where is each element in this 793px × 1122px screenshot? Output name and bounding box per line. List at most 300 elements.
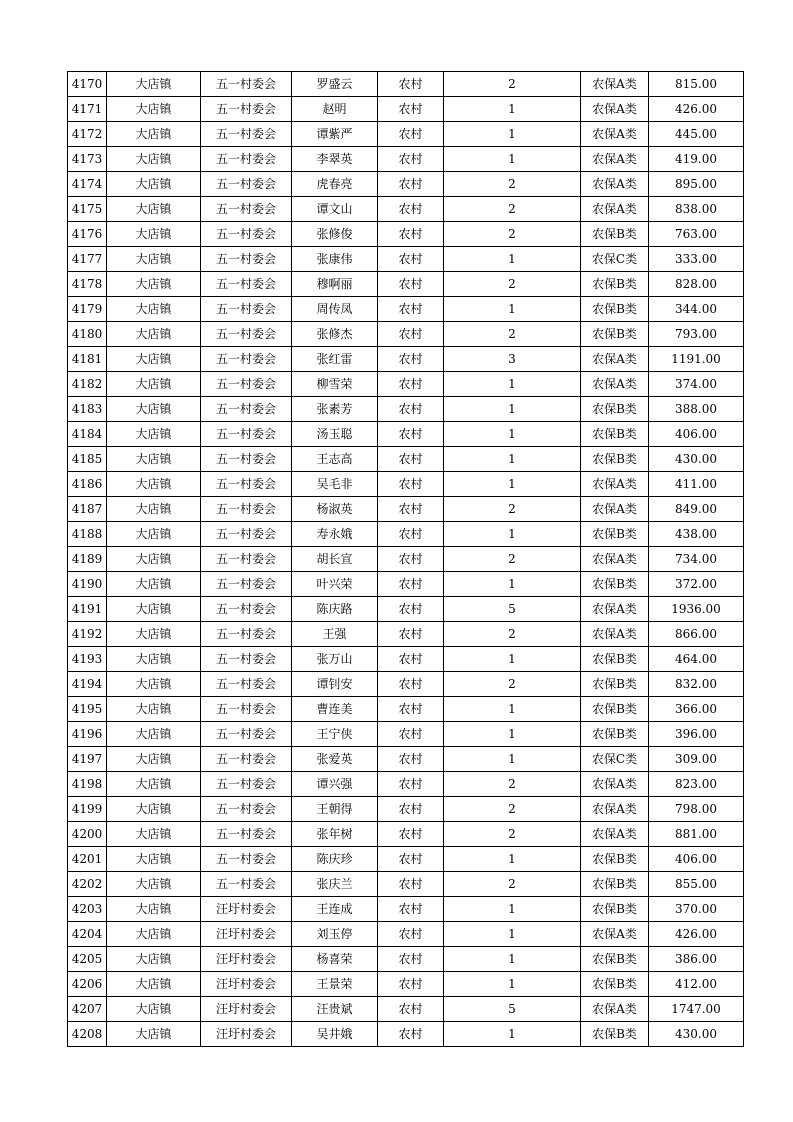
table-row <box>68 372 744 397</box>
name-cell: 谭文山 <box>292 197 378 222</box>
town-cell: 大店镇 <box>107 872 201 897</box>
household-size-cell: 1 <box>444 147 581 172</box>
town-cell: 大店镇 <box>107 622 201 647</box>
town-cell: 大店镇 <box>107 747 201 772</box>
area-type-cell: 农村 <box>378 172 444 197</box>
household-size-cell: 5 <box>444 997 581 1022</box>
table-row <box>68 797 744 822</box>
town-cell: 大店镇 <box>107 972 201 997</box>
name-cell: 汤玉聪 <box>292 422 378 447</box>
amount-cell: 464.00 <box>649 647 744 672</box>
town-cell: 大店镇 <box>107 997 201 1022</box>
category-cell: 农保A类 <box>581 772 649 797</box>
row-number: 4172 <box>68 122 107 147</box>
area-type-cell: 农村 <box>378 447 444 472</box>
village-committee-cell: 五一村委会 <box>201 97 292 122</box>
household-size-cell: 1 <box>444 897 581 922</box>
table-row <box>68 1022 744 1047</box>
amount-cell: 344.00 <box>649 297 744 322</box>
village-committee-cell: 五一村委会 <box>201 522 292 547</box>
town-cell: 大店镇 <box>107 422 201 447</box>
table-row <box>68 997 744 1022</box>
table-row <box>68 297 744 322</box>
household-size-cell: 1 <box>444 747 581 772</box>
name-cell: 周传凤 <box>292 297 378 322</box>
town-cell: 大店镇 <box>107 672 201 697</box>
amount-cell: 895.00 <box>649 172 744 197</box>
area-type-cell: 农村 <box>378 397 444 422</box>
row-number: 4173 <box>68 147 107 172</box>
town-cell: 大店镇 <box>107 247 201 272</box>
town-cell: 大店镇 <box>107 297 201 322</box>
table-row <box>68 672 744 697</box>
household-size-cell: 2 <box>444 497 581 522</box>
amount-cell: 793.00 <box>649 322 744 347</box>
category-cell: 农保A类 <box>581 997 649 1022</box>
area-type-cell: 农村 <box>378 272 444 297</box>
area-type-cell: 农村 <box>378 897 444 922</box>
table-row <box>68 147 744 172</box>
category-cell: 农保B类 <box>581 972 649 997</box>
name-cell: 张爱英 <box>292 747 378 772</box>
name-cell: 虎春亮 <box>292 172 378 197</box>
table-row <box>68 72 744 97</box>
name-cell: 杨喜荣 <box>292 947 378 972</box>
category-cell: 农保B类 <box>581 847 649 872</box>
table-row <box>68 972 744 997</box>
household-size-cell: 2 <box>444 797 581 822</box>
town-cell: 大店镇 <box>107 572 201 597</box>
table-row <box>68 172 744 197</box>
household-size-cell: 1 <box>444 847 581 872</box>
name-cell: 张康伟 <box>292 247 378 272</box>
village-committee-cell: 五一村委会 <box>201 672 292 697</box>
village-committee-cell: 五一村委会 <box>201 572 292 597</box>
row-number: 4207 <box>68 997 107 1022</box>
table-row <box>68 847 744 872</box>
category-cell: 农保B类 <box>581 647 649 672</box>
town-cell: 大店镇 <box>107 197 201 222</box>
table-row <box>68 697 744 722</box>
household-size-cell: 1 <box>444 522 581 547</box>
name-cell: 柳雪荣 <box>292 372 378 397</box>
amount-cell: 406.00 <box>649 422 744 447</box>
village-committee-cell: 汪圩村委会 <box>201 997 292 1022</box>
village-committee-cell: 五一村委会 <box>201 622 292 647</box>
household-size-cell: 1 <box>444 447 581 472</box>
row-number: 4187 <box>68 497 107 522</box>
category-cell: 农保B类 <box>581 422 649 447</box>
row-number: 4181 <box>68 347 107 372</box>
town-cell: 大店镇 <box>107 647 201 672</box>
amount-cell: 763.00 <box>649 222 744 247</box>
town-cell: 大店镇 <box>107 447 201 472</box>
amount-cell: 430.00 <box>649 447 744 472</box>
area-type-cell: 农村 <box>378 722 444 747</box>
amount-cell: 366.00 <box>649 697 744 722</box>
village-committee-cell: 五一村委会 <box>201 797 292 822</box>
household-size-cell: 2 <box>444 272 581 297</box>
amount-cell: 855.00 <box>649 872 744 897</box>
village-committee-cell: 五一村委会 <box>201 747 292 772</box>
household-size-cell: 2 <box>444 822 581 847</box>
household-size-cell: 1 <box>444 922 581 947</box>
table-row <box>68 622 744 647</box>
household-size-cell: 1 <box>444 397 581 422</box>
category-cell: 农保B类 <box>581 397 649 422</box>
household-size-cell: 1 <box>444 372 581 397</box>
amount-cell: 815.00 <box>649 72 744 97</box>
area-type-cell: 农村 <box>378 1022 444 1047</box>
category-cell: 农保A类 <box>581 922 649 947</box>
amount-cell: 388.00 <box>649 397 744 422</box>
row-number: 4190 <box>68 572 107 597</box>
area-type-cell: 农村 <box>378 122 444 147</box>
household-size-cell: 2 <box>444 322 581 347</box>
category-cell: 农保B类 <box>581 522 649 547</box>
category-cell: 农保A类 <box>581 547 649 572</box>
name-cell: 张万山 <box>292 647 378 672</box>
town-cell: 大店镇 <box>107 897 201 922</box>
town-cell: 大店镇 <box>107 147 201 172</box>
amount-cell: 1747.00 <box>649 997 744 1022</box>
table-row <box>68 497 744 522</box>
row-number: 4204 <box>68 922 107 947</box>
town-cell: 大店镇 <box>107 347 201 372</box>
household-size-cell: 1 <box>444 722 581 747</box>
row-number: 4203 <box>68 897 107 922</box>
area-type-cell: 农村 <box>378 772 444 797</box>
category-cell: 农保B类 <box>581 722 649 747</box>
table-row <box>68 247 744 272</box>
household-size-cell: 2 <box>444 622 581 647</box>
name-cell: 王宁侠 <box>292 722 378 747</box>
row-number: 4201 <box>68 847 107 872</box>
table-row <box>68 272 744 297</box>
town-cell: 大店镇 <box>107 597 201 622</box>
town-cell: 大店镇 <box>107 72 201 97</box>
area-type-cell: 农村 <box>378 572 444 597</box>
row-number: 4182 <box>68 372 107 397</box>
category-cell: 农保B类 <box>581 672 649 697</box>
row-number: 4170 <box>68 72 107 97</box>
table-row <box>68 597 744 622</box>
household-size-cell: 1 <box>444 1022 581 1047</box>
village-committee-cell: 五一村委会 <box>201 197 292 222</box>
household-size-cell: 2 <box>444 197 581 222</box>
town-cell: 大店镇 <box>107 772 201 797</box>
table-row <box>68 947 744 972</box>
table-body <box>68 72 744 1047</box>
village-committee-cell: 五一村委会 <box>201 547 292 572</box>
table-row <box>68 97 744 122</box>
area-type-cell: 农村 <box>378 947 444 972</box>
amount-cell: 406.00 <box>649 847 744 872</box>
amount-cell: 430.00 <box>649 1022 744 1047</box>
category-cell: 农保B类 <box>581 897 649 922</box>
name-cell: 杨淑英 <box>292 497 378 522</box>
table-row <box>68 872 744 897</box>
table-row <box>68 747 744 772</box>
category-cell: 农保A类 <box>581 97 649 122</box>
name-cell: 吴井娥 <box>292 1022 378 1047</box>
village-committee-cell: 五一村委会 <box>201 72 292 97</box>
category-cell: 农保B类 <box>581 1022 649 1047</box>
category-cell: 农保A类 <box>581 72 649 97</box>
row-number: 4177 <box>68 247 107 272</box>
name-cell: 谭兴强 <box>292 772 378 797</box>
amount-cell: 333.00 <box>649 247 744 272</box>
village-committee-cell: 五一村委会 <box>201 222 292 247</box>
amount-cell: 866.00 <box>649 622 744 647</box>
row-number: 4191 <box>68 597 107 622</box>
household-size-cell: 3 <box>444 347 581 372</box>
village-committee-cell: 五一村委会 <box>201 647 292 672</box>
amount-cell: 426.00 <box>649 922 744 947</box>
name-cell: 王连成 <box>292 897 378 922</box>
town-cell: 大店镇 <box>107 922 201 947</box>
area-type-cell: 农村 <box>378 747 444 772</box>
category-cell: 农保A类 <box>581 822 649 847</box>
town-cell: 大店镇 <box>107 322 201 347</box>
village-committee-cell: 汪圩村委会 <box>201 922 292 947</box>
village-committee-cell: 五一村委会 <box>201 772 292 797</box>
table-row <box>68 347 744 372</box>
table-row <box>68 122 744 147</box>
town-cell: 大店镇 <box>107 372 201 397</box>
household-size-cell: 2 <box>444 547 581 572</box>
amount-cell: 1936.00 <box>649 597 744 622</box>
amount-cell: 370.00 <box>649 897 744 922</box>
household-size-cell: 2 <box>444 222 581 247</box>
row-number: 4189 <box>68 547 107 572</box>
household-size-cell: 2 <box>444 72 581 97</box>
name-cell: 穆啊丽 <box>292 272 378 297</box>
household-size-cell: 1 <box>444 647 581 672</box>
area-type-cell: 农村 <box>378 197 444 222</box>
area-type-cell: 农村 <box>378 922 444 947</box>
village-committee-cell: 五一村委会 <box>201 397 292 422</box>
row-number: 4202 <box>68 872 107 897</box>
village-committee-cell: 五一村委会 <box>201 872 292 897</box>
amount-cell: 1191.00 <box>649 347 744 372</box>
name-cell: 赵明 <box>292 97 378 122</box>
name-cell: 曹连美 <box>292 697 378 722</box>
household-size-cell: 1 <box>444 472 581 497</box>
village-committee-cell: 五一村委会 <box>201 822 292 847</box>
area-type-cell: 农村 <box>378 472 444 497</box>
area-type-cell: 农村 <box>378 247 444 272</box>
row-number: 4200 <box>68 822 107 847</box>
category-cell: 农保B类 <box>581 697 649 722</box>
row-number: 4206 <box>68 972 107 997</box>
row-number: 4198 <box>68 772 107 797</box>
row-number: 4184 <box>68 422 107 447</box>
name-cell: 罗盛云 <box>292 72 378 97</box>
category-cell: 农保B类 <box>581 872 649 897</box>
household-size-cell: 5 <box>444 597 581 622</box>
category-cell: 农保B类 <box>581 572 649 597</box>
household-size-cell: 1 <box>444 572 581 597</box>
name-cell: 张修杰 <box>292 322 378 347</box>
area-type-cell: 农村 <box>378 622 444 647</box>
village-committee-cell: 五一村委会 <box>201 122 292 147</box>
row-number: 4183 <box>68 397 107 422</box>
category-cell: 农保A类 <box>581 797 649 822</box>
village-committee-cell: 五一村委会 <box>201 447 292 472</box>
name-cell: 寿永娥 <box>292 522 378 547</box>
village-committee-cell: 五一村委会 <box>201 422 292 447</box>
category-cell: 农保A类 <box>581 622 649 647</box>
village-committee-cell: 五一村委会 <box>201 722 292 747</box>
table-row <box>68 572 744 597</box>
town-cell: 大店镇 <box>107 222 201 247</box>
amount-cell: 798.00 <box>649 797 744 822</box>
amount-cell: 396.00 <box>649 722 744 747</box>
table-row <box>68 197 744 222</box>
name-cell: 谭紫严 <box>292 122 378 147</box>
category-cell: 农保A类 <box>581 122 649 147</box>
table-row <box>68 647 744 672</box>
area-type-cell: 农村 <box>378 847 444 872</box>
row-number: 4176 <box>68 222 107 247</box>
category-cell: 农保A类 <box>581 147 649 172</box>
name-cell: 吴毛非 <box>292 472 378 497</box>
name-cell: 王志高 <box>292 447 378 472</box>
village-committee-cell: 五一村委会 <box>201 597 292 622</box>
village-committee-cell: 五一村委会 <box>201 147 292 172</box>
table-row <box>68 322 744 347</box>
household-size-cell: 2 <box>444 672 581 697</box>
category-cell: 农保A类 <box>581 347 649 372</box>
name-cell: 张修俊 <box>292 222 378 247</box>
name-cell: 王景荣 <box>292 972 378 997</box>
row-number: 4174 <box>68 172 107 197</box>
row-number: 4185 <box>68 447 107 472</box>
category-cell: 农保C类 <box>581 247 649 272</box>
area-type-cell: 农村 <box>378 647 444 672</box>
village-committee-cell: 五一村委会 <box>201 172 292 197</box>
household-size-cell: 2 <box>444 772 581 797</box>
row-number: 4179 <box>68 297 107 322</box>
name-cell: 陈庆珍 <box>292 847 378 872</box>
table-row <box>68 447 744 472</box>
amount-cell: 419.00 <box>649 147 744 172</box>
row-number: 4197 <box>68 747 107 772</box>
amount-cell: 445.00 <box>649 122 744 147</box>
household-size-cell: 1 <box>444 422 581 447</box>
amount-cell: 838.00 <box>649 197 744 222</box>
town-cell: 大店镇 <box>107 547 201 572</box>
area-type-cell: 农村 <box>378 372 444 397</box>
area-type-cell: 农村 <box>378 222 444 247</box>
name-cell: 张素芳 <box>292 397 378 422</box>
row-number: 4208 <box>68 1022 107 1047</box>
town-cell: 大店镇 <box>107 947 201 972</box>
town-cell: 大店镇 <box>107 397 201 422</box>
name-cell: 王朝得 <box>292 797 378 822</box>
amount-cell: 412.00 <box>649 972 744 997</box>
table-row <box>68 422 744 447</box>
town-cell: 大店镇 <box>107 697 201 722</box>
village-committee-cell: 五一村委会 <box>201 472 292 497</box>
category-cell: 农保A类 <box>581 472 649 497</box>
name-cell: 汪贵斌 <box>292 997 378 1022</box>
town-cell: 大店镇 <box>107 847 201 872</box>
household-size-cell: 2 <box>444 872 581 897</box>
area-type-cell: 农村 <box>378 797 444 822</box>
category-cell: 农保A类 <box>581 497 649 522</box>
village-committee-cell: 五一村委会 <box>201 497 292 522</box>
town-cell: 大店镇 <box>107 822 201 847</box>
village-committee-cell: 五一村委会 <box>201 297 292 322</box>
row-number: 4171 <box>68 97 107 122</box>
village-committee-cell: 五一村委会 <box>201 697 292 722</box>
name-cell: 张红雷 <box>292 347 378 372</box>
amount-cell: 734.00 <box>649 547 744 572</box>
row-number: 4188 <box>68 522 107 547</box>
amount-cell: 374.00 <box>649 372 744 397</box>
row-number: 4175 <box>68 197 107 222</box>
row-number: 4193 <box>68 647 107 672</box>
name-cell: 王强 <box>292 622 378 647</box>
amount-cell: 881.00 <box>649 822 744 847</box>
area-type-cell: 农村 <box>378 872 444 897</box>
village-committee-cell: 五一村委会 <box>201 847 292 872</box>
area-type-cell: 农村 <box>378 147 444 172</box>
household-size-cell: 1 <box>444 697 581 722</box>
village-committee-cell: 汪圩村委会 <box>201 947 292 972</box>
amount-cell: 828.00 <box>649 272 744 297</box>
category-cell: 农保A类 <box>581 372 649 397</box>
category-cell: 农保B类 <box>581 297 649 322</box>
area-type-cell: 农村 <box>378 322 444 347</box>
area-type-cell: 农村 <box>378 672 444 697</box>
amount-cell: 438.00 <box>649 522 744 547</box>
row-number: 4199 <box>68 797 107 822</box>
category-cell: 农保B类 <box>581 447 649 472</box>
amount-cell: 309.00 <box>649 747 744 772</box>
category-cell: 农保B类 <box>581 222 649 247</box>
name-cell: 陈庆路 <box>292 597 378 622</box>
category-cell: 农保A类 <box>581 597 649 622</box>
area-type-cell: 农村 <box>378 297 444 322</box>
area-type-cell: 农村 <box>378 597 444 622</box>
name-cell: 张年树 <box>292 822 378 847</box>
area-type-cell: 农村 <box>378 72 444 97</box>
household-size-cell: 1 <box>444 947 581 972</box>
amount-cell: 832.00 <box>649 672 744 697</box>
village-committee-cell: 五一村委会 <box>201 322 292 347</box>
town-cell: 大店镇 <box>107 522 201 547</box>
category-cell: 农保A类 <box>581 197 649 222</box>
table-row <box>68 522 744 547</box>
name-cell: 刘玉停 <box>292 922 378 947</box>
row-number: 4180 <box>68 322 107 347</box>
table-row <box>68 922 744 947</box>
household-size-cell: 1 <box>444 247 581 272</box>
village-committee-cell: 五一村委会 <box>201 272 292 297</box>
household-size-cell: 2 <box>444 172 581 197</box>
town-cell: 大店镇 <box>107 1022 201 1047</box>
area-type-cell: 农村 <box>378 697 444 722</box>
table-row <box>68 472 744 497</box>
row-number: 4194 <box>68 672 107 697</box>
household-size-cell: 1 <box>444 297 581 322</box>
table-row <box>68 897 744 922</box>
household-size-cell: 1 <box>444 972 581 997</box>
area-type-cell: 农村 <box>378 497 444 522</box>
